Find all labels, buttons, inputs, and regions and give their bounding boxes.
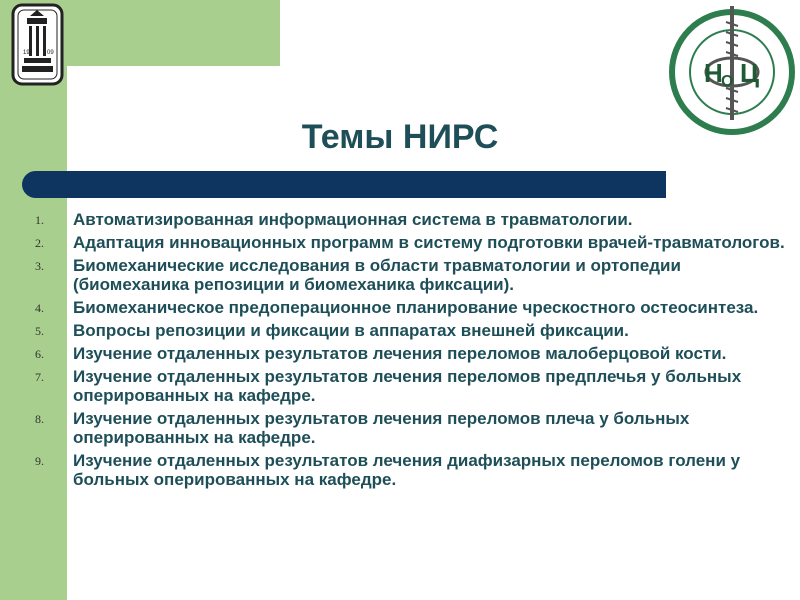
topic-item [35,409,785,447]
top-decor-block [67,0,280,66]
emblem-letter-o: О [721,73,734,90]
emblem-year-right: 09 [47,50,54,56]
topic-number: 8. [35,412,44,426]
topic-item [35,367,785,405]
topics-list [35,210,785,493]
slide-title: Темы НИРС [301,118,499,156]
topic-text: Изучение отдаленных результатов лечения переломов предплечья у больных оперированных на кафедре. [73,367,742,405]
topic-number: 1. [35,213,44,227]
emblem-letter-n: Н [704,58,723,88]
topic-item [35,210,785,229]
topic-number: 9. [35,454,44,468]
topic-number: 3. [35,259,44,273]
topic-item [35,344,785,363]
topic-text: Адаптация инновационных программ в систему подготовки врачей-травматологов. [73,233,785,252]
topic-number: 2. [35,236,44,250]
topic-text: Изучение отдаленных результатов лечения переломов малоберцовой кости. [73,344,727,363]
topic-text: Биомеханическое предоперационное планирование чрескостного остеосинтеза. [73,298,759,317]
topic-text: Биомеханические исследования в области травматологии и ортопедии (биомеханика репозиции и биомеханика фиксации). [73,256,681,294]
topic-item [35,256,785,294]
topic-item [35,298,785,317]
topic-item [35,233,785,252]
university-emblem [10,2,65,87]
title-underline-bar [22,171,666,198]
topic-text: Изучение отдаленных результатов лечения переломов плеча у больных оперированных на кафедре. [73,409,690,447]
topic-item [35,451,785,489]
topic-text: Автоматизированная информационная система в травматологии. [73,210,633,229]
topic-number: 6. [35,347,44,361]
topic-item [35,321,785,340]
topic-number: 4. [35,301,44,315]
emblem-letter-ts: Ц [740,58,759,88]
emblem-year-left: 19 [23,50,30,56]
topic-number: 5. [35,324,44,338]
topic-text: Вопросы репозиции и фиксации в аппаратах внешней фиксации. [73,321,629,340]
topic-number: 7. [35,370,44,384]
topic-text: Изучение отдаленных результатов лечения диафизарных переломов голени у больных оперированных на кафедре. [73,451,741,489]
